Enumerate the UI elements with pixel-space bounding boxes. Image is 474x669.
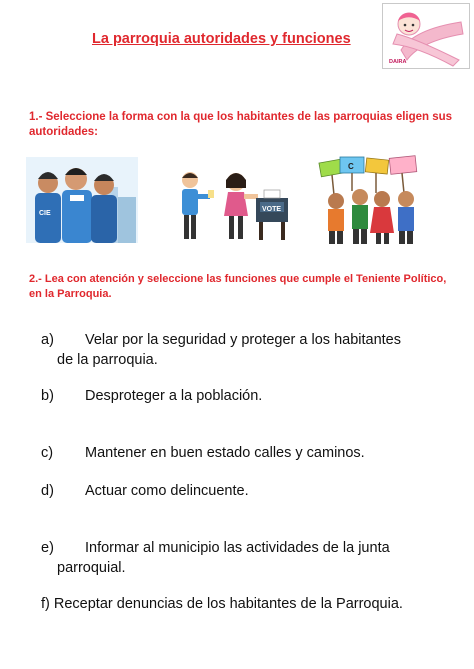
- option-letter: b): [41, 388, 54, 404]
- option-text: Velar por la seguridad y proteger a los habitantes: [85, 332, 401, 348]
- svg-text:C: C: [348, 162, 354, 171]
- option-letter: a): [41, 332, 54, 348]
- voting-image[interactable]: [176, 168, 292, 244]
- ribbon-logo: [382, 3, 470, 69]
- option-e[interactable]: [41, 538, 390, 578]
- question-1: 1.- Seleccione la forma con la que los habitantes de las parroquias eligen sus autoridades:: [29, 111, 453, 138]
- option-d[interactable]: [41, 481, 249, 501]
- option-text: Actuar como delincuente.: [85, 483, 249, 499]
- option-text: Desproteger a la población.: [85, 388, 263, 404]
- option-letter: d): [41, 483, 54, 499]
- option-a[interactable]: [41, 330, 401, 370]
- option-c[interactable]: [41, 443, 365, 463]
- page-title: La parroquia autoridades y funciones: [92, 31, 351, 47]
- option-text: Receptar denuncias de los habitantes de la Parroquia.: [53, 596, 403, 612]
- protest-signs-image[interactable]: [318, 155, 424, 245]
- option-b[interactable]: [41, 386, 262, 406]
- option-text: Mantener en buen estado calles y caminos.: [85, 445, 365, 461]
- option-letter: c): [41, 445, 54, 461]
- option-text-continued: parroquial.: [57, 560, 126, 576]
- option-letter: e): [41, 540, 54, 556]
- question-2: 2.- Lea con atención y seleccione las funciones que cumple el Teniente Político, en la Parroquia.: [29, 273, 447, 300]
- group-of-people-image[interactable]: [26, 157, 138, 243]
- vote-sign: VOTE: [262, 206, 282, 213]
- option-letter: f): [41, 596, 50, 612]
- option-f[interactable]: [41, 594, 403, 614]
- logo-label: DAIRA: [389, 59, 407, 65]
- option-text-continued: de la parroquia.: [57, 352, 158, 368]
- option-text: Informar al municipio las actividades de la junta: [85, 540, 390, 556]
- svg-text:CIE: CIE: [39, 210, 51, 217]
